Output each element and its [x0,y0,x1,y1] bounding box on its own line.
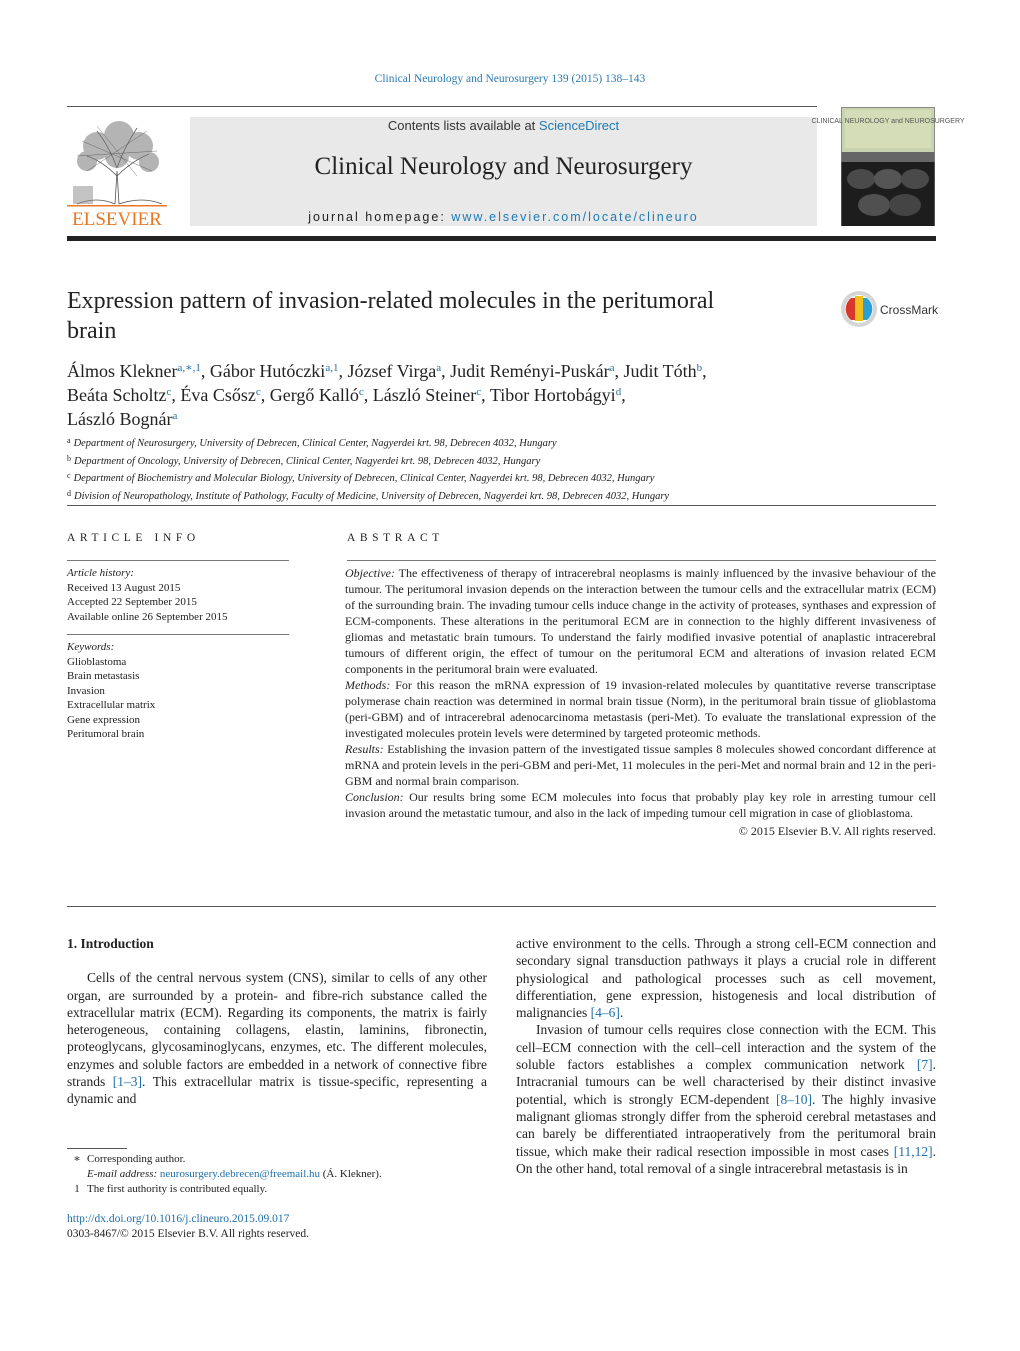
journal-name: Clinical Neurology and Neurosurgery [314,153,693,180]
author[interactable]: Gergő Kalló$^c$, [269,385,373,405]
received-date: Received 13 August 2015 [67,581,181,594]
homepage-label: journal homepage: [308,210,446,224]
affiliation: $^b$ Department of Oncology, University of Debrecen, Clinical Center, Nagyerdei krt. 98, Debrecen 4032, Hungary [67,453,541,467]
reference-link[interactable]: [1–3] [112,1074,143,1090]
author[interactable]: Álmos Klekner$^{a,∗,1}$, [67,361,210,381]
contents-prefix: Contents lists available at [387,118,536,133]
abstract-objective: Objective: The effectiveness of therapy of intracerebral neoplasms is mainly influenced by the invasive behaviour of the tumour. The peritumoral invasion depends on the interaction between the tumour cells and the extracellular matrix (ECM) of the surrounding brain. The invading tumour cells induce change in the activity of proteases, synthases and expression of ECM-components. These alterations in the peritumoral ECM are in connection to the highly different invasiveness of gliomas and metastatic brain tumours. To understand the fairly modified invasive potential of anaplastic intracerebral tumours of different origin, the effect of tumour on the peritumoral ECM and alterations of invasion related ECM components in the peritumoral brain were evaluated. [345,566,936,676]
keyword: Invasion [67,684,105,697]
keyword: Brain metastasis [67,670,140,682]
keywords-label: Keywords: [67,641,115,653]
author[interactable]: Judit Tóth$^b$, [623,361,707,381]
article-history [67,566,289,624]
affiliation: $^c$ Department of Biochemistry and Molecular Biology, University of Debrecen, Clinical Center, Nagyerdei krt. 98, Debrecen 4032, Hungary [67,471,655,484]
abstract-heading: ABSTRACT [347,532,444,544]
affiliation: $^d$ Division of Neuropathology, Institute of Pathology, Faculty of Medicine, University of Debrecen, Nagyerdei krt. 98, Debrecen 4032, Hungary [67,488,670,502]
reference-link[interactable]: [11,12] [893,1143,933,1159]
author[interactable]: Éva Csősz$^c$, [180,385,270,405]
reference-link[interactable]: [7] [916,1057,933,1073]
crossmark-badge[interactable] [840,290,940,330]
history-label: Article history: [67,567,134,579]
author[interactable]: József Virga$^a$, [347,361,451,381]
reference-link[interactable]: [4–6] [590,1005,620,1021]
section-divider [67,505,936,506]
accepted-date: Accepted 22 September 2015 [67,596,197,608]
keyword: Glioblastoma [67,655,127,668]
sciencedirect-link[interactable]: ScienceDirect [538,118,620,133]
author[interactable]: Tibor Hortobágyi$^d$, [489,385,626,405]
body-column-right [516,935,936,1177]
article-title: Expression pattern of invasion-related molecules in the peritumoral brain [67,288,715,344]
keywords-rule [67,634,289,635]
homepage-link[interactable]: www.elsevier.com/locate/clineuro [451,210,699,224]
body-divider [67,906,936,907]
corresponding-author-note: ∗ Corresponding author. [73,1153,186,1165]
abstract-body [345,565,936,839]
abstract-conclusion: Conclusion: Our results bring some ECM molecules into focus that probably play key role in arresting tumour cell invasion around the metastatic tumour, and also in the lack of impeding tumour cell migration in case of glioblastoma. [345,790,937,820]
author[interactable]: Judit Reményi-Puskár$^a$, [450,361,624,381]
article-info-heading: ARTICLE INFO [67,532,200,544]
abstract-methods: Methods: For this reason the mRNA expression of 19 invasion-related molecules by quantitative reverse transcriptase polymerase chain reaction was determined in normal brain tissue (Norm), in the peritumoral brain tissue of glioblastoma (peri-GBM) and of intracerebral adenocarcinoma metastasis (peri-Met). To evaluate the translational expression of the investigated molecules protein levels were determined by targeted proteomic methods. [345,678,936,740]
author[interactable]: Gábor Hutóczki$^{a,1}$, [209,361,348,381]
crossmark-icon [841,291,877,327]
paragraph: Invasion of tumour cells requires close connection with the ECM. This cell–ECM connection with the cell–cell interaction and the system of the soluble factors establishes a complex communication network [7]. Intracranial tumours can be well characterised by their distinct invasive potential, which is strongly ECM-dependent [8–10]. The highly invasive malignant gliomas strongly differ from the spheroid cerebral metastases and can barely be differentiated intraoperatively from the peritumoral brain tissue, which make their radical resection impossible in most cases [11,12]. On the other hand, total removal of a single intracerebral metastasis is in [516,1022,936,1176]
article-info-rule [67,560,289,561]
affiliation-list [67,434,936,504]
author[interactable]: Beáta Scholtz$^c$, [67,385,181,405]
journal-cover-thumbnail[interactable] [811,107,965,226]
keyword: Gene expression [67,713,141,726]
keywords [67,640,289,742]
body-column-left [67,935,487,1108]
reference-link[interactable]: [8–10] [776,1091,813,1107]
journal-citation[interactable]: Clinical Neurology and Neurosurgery 139 (2015) 138–143 [374,73,646,85]
crossmark-label: CrossMark [880,303,939,317]
abstract-rule [347,560,936,561]
journal-homepage [190,210,817,224]
issn-copyright: 0303-8467/© 2015 Elsevier B.V. All rights reserved. [67,1228,310,1240]
abstract-results: Results: Establishing the invasion pattern of the investigated tissue samples 8 molecules showed concordant difference at mRNA and protein levels in the peri-GBM and peri-Met, 11 molecules in the peri-Met and normal brain and 12 in the peri-GBM and normal brain comparison. [345,742,936,788]
doi-link[interactable]: http://dx.doi.org/10.1016/j.clineuro.2015.09.017 [67,1213,290,1225]
elsevier-logo[interactable] [67,116,167,228]
author-list [67,358,827,430]
author[interactable]: László Steiner$^c$, [372,385,490,405]
section-heading: 1. Introduction [67,936,154,951]
email-note: E-mail address: neurosurgery.debrecen@freemail.hu (Á. Klekner). [87,1167,382,1180]
email-link[interactable]: neurosurgery.debrecen@freemail.hu [159,1167,321,1180]
footnote-rule [67,1148,127,1149]
elsevier-wordmark: ELSEVIER [72,209,162,230]
abstract-copyright: © 2015 Elsevier B.V. All rights reserved. [738,824,936,838]
paragraph-continued: active environment to the cells. Through a strong cell-ECM connection and secondary signal transduction pathways it plays a crucial role in different physiological and pathological processes such as cell movement, differentiation, gene expression, histogenesis and local distribution of malignancies [4–6]. [516,936,936,1021]
affiliation: $^a$ Department of Neurosurgery, University of Debrecen, Clinical Center, Nagyerdei krt. 98, Debrecen 4032, Hungary [67,436,557,449]
paragraph: Cells of the central nervous system (CNS), similar to cells of any other organ, are surrounded by a protein- and fibre-rich substance called the extracellular matrix (ECM). Regarding its components, the matrix is fairly heterogeneous, containing collagens, elastin, laminins, fibronectin, proteoglycans, glycosaminoglycans, enzymes, etc. The different molecules, enzymes and soluble factors are embedded in a network of connective fibre strands [1–3]. This extracellular matrix is tissue-specific, representing a dynamic and [67,970,487,1107]
header-thick-rule [67,236,936,241]
contents-line [190,118,817,133]
journal-cover-image [811,107,965,226]
author[interactable]: László Bognár$^a$ [67,409,178,429]
header-rule [67,106,817,107]
keyword: Peritumoral brain [67,728,145,740]
keyword: Extracellular matrix [67,699,156,711]
cover-title: CLINICAL NEUROLOGY and NEUROSURGERY [811,118,965,125]
online-date: Available online 26 September 2015 [67,610,228,623]
equal-contribution-note: 1 The first authority is contributed equally. [74,1182,268,1195]
elsevier-tree-icon [67,116,167,228]
footnotes [67,1152,487,1196]
